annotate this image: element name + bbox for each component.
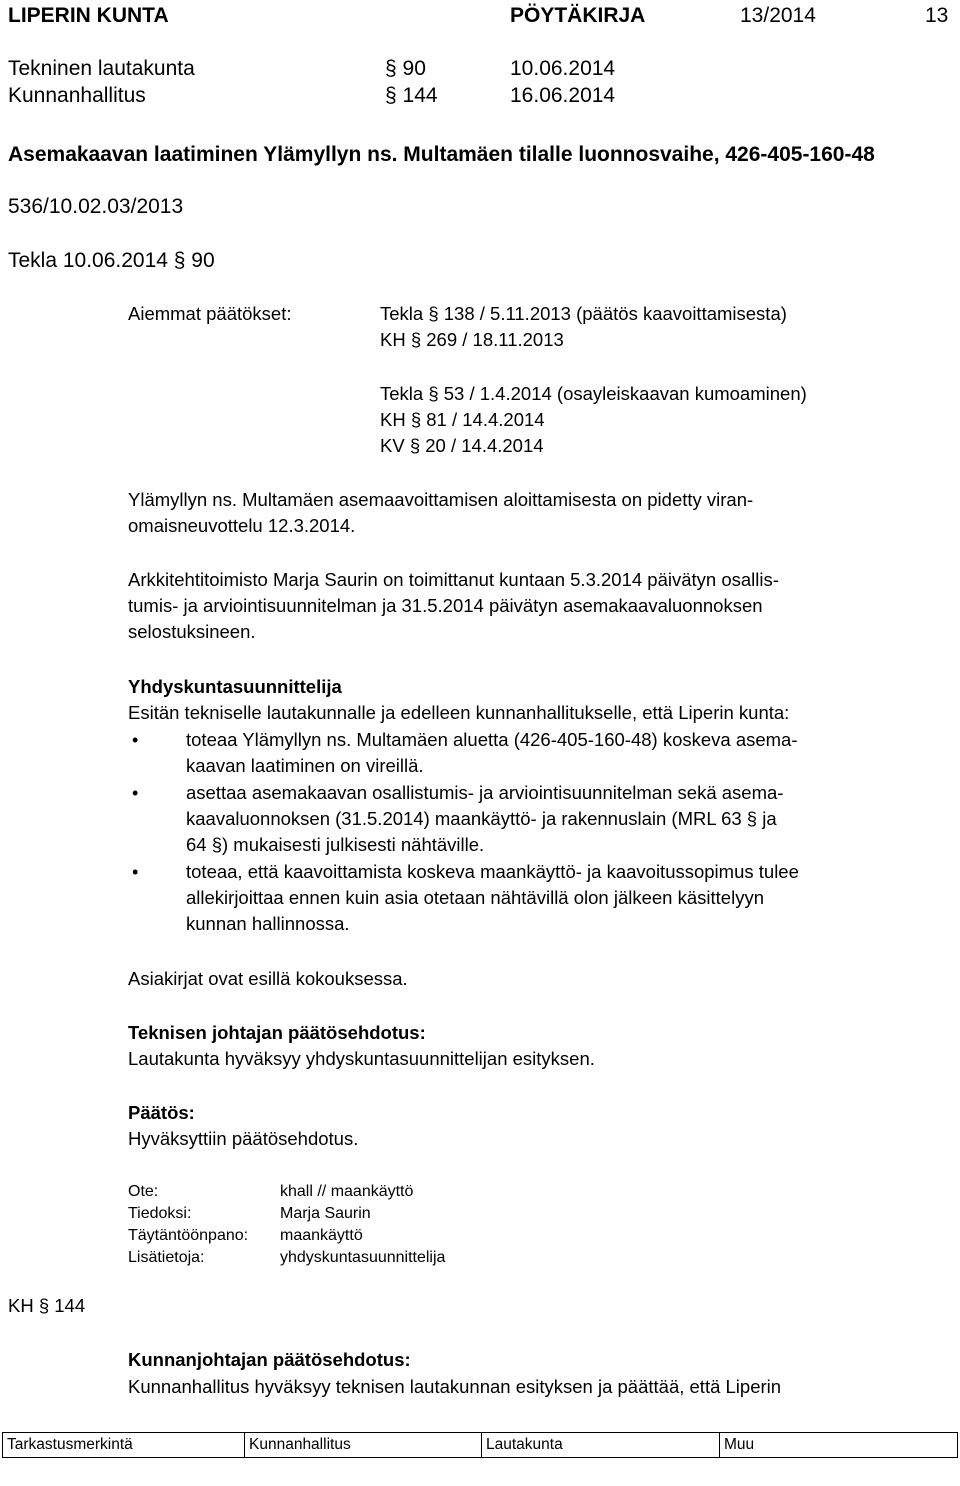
meeting-date: 16.06.2014: [510, 84, 616, 107]
bullet-line: allekirjoittaa ennen kuin asia otetaan nähtävillä olon jälkeen käsittelyyn: [186, 887, 764, 908]
decision-heading: Päätös:: [128, 1102, 195, 1123]
paragraph-line: tumis- ja arviointisuunnitelman ja 31.5.2014 päivätyn asemakaavaluonnoksen: [128, 595, 763, 616]
footer-bar: [2, 1432, 958, 1458]
page-number: 13: [925, 4, 949, 27]
bullet-icon: •: [132, 862, 139, 882]
tekla-reference: Tekla 10.06.2014 § 90: [8, 249, 215, 272]
distribution-value: Marja Saurin: [280, 1205, 371, 1222]
document-title: Asemakaavan laatiminen Ylämyllyn ns. Multamäen tilalle luonnosvaihe, 426-405-160-48: [8, 143, 875, 166]
distribution-label: Täytäntöönpano:: [128, 1227, 249, 1244]
previous-decision-line: Tekla § 53 / 1.4.2014 (osayleiskaavan kumoaminen): [380, 383, 807, 404]
meeting-section: § 144: [385, 84, 438, 107]
bullet-icon: •: [132, 730, 139, 750]
meeting-body: Tekninen lautakunta: [8, 57, 195, 80]
distribution-value: maankäyttö: [280, 1227, 363, 1244]
distribution-label: Ote:: [128, 1183, 159, 1200]
footer-cell: Kunnanhallitus: [245, 1433, 482, 1457]
meeting-date: 10.06.2014: [510, 57, 616, 80]
previous-decision-line: KH § 81 / 14.4.2014: [380, 409, 545, 430]
bullet-line: 64 §) mukaisesti julkisesti nähtäville.: [186, 834, 485, 855]
bullet-line: kaavaluonnoksen (31.5.2014) maankäyttö- ja rakennuslain (MRL 63 § ja: [186, 808, 777, 829]
paragraph-line: omaisneuvottelu 12.3.2014.: [128, 515, 356, 536]
bullet-line: toteaa, että kaavoittamista koskeva maankäyttö- ja kaavoitussopimus tulee: [186, 861, 799, 882]
proposal-heading: Yhdyskuntasuunnittelija: [128, 676, 342, 697]
meeting-body: Kunnanhallitus: [8, 84, 146, 107]
bullet-line: kunnan hallinnossa.: [186, 913, 350, 934]
paragraph-line: Ylämyllyn ns. Multamäen asemaavoittamisen aloittamisesta on pidetty viran-: [128, 489, 754, 510]
bullet-line: asettaa asemakaavan osallistumis- ja arviointisuunnitelman sekä asema-: [186, 782, 784, 803]
distribution-value: yhdyskuntasuunnittelija: [280, 1249, 446, 1266]
document-type: PÖYTÄKIRJA: [510, 4, 646, 27]
tech-director-heading: Teknisen johtajan päätösehdotus:: [128, 1022, 426, 1043]
distribution-label: Tiedoksi:: [128, 1205, 192, 1222]
distribution-label: Lisätietoja:: [128, 1249, 205, 1266]
previous-decisions-label: Aiemmat päätökset:: [128, 303, 292, 324]
decision-text: Hyväksyttiin päätösehdotus.: [128, 1128, 359, 1149]
documents-note: Asiakirjat ovat esillä kokouksessa.: [128, 968, 408, 989]
bullet-line: kaavan laatiminen on vireillä.: [186, 755, 424, 776]
previous-decision-line: KH § 269 / 18.11.2013: [380, 329, 564, 350]
footer-cell: Muu: [724, 1436, 755, 1453]
meeting-section: § 90: [385, 57, 426, 80]
municipality-name: LIPERIN KUNTA: [8, 4, 169, 27]
paragraph-line: Arkkitehtitoimisto Marja Saurin on toimittanut kuntaan 5.3.2014 päivätyn osallis-: [128, 569, 779, 590]
previous-decision-line: KV § 20 / 14.4.2014: [380, 435, 544, 456]
tech-director-text: Lautakunta hyväksyy yhdyskuntasuunnittelijan esityksen.: [128, 1048, 595, 1069]
previous-decision-line: Tekla § 138 / 5.11.2013 (päätös kaavoittamisesta): [380, 303, 787, 324]
footer-cell: Lautakunta: [482, 1433, 720, 1457]
kh-reference: KH § 144: [8, 1295, 86, 1316]
proposal-intro: Esitän tekniselle lautakunnalle ja edelleen kunnanhallitukselle, että Liperin kunta:: [128, 702, 790, 723]
bullet-line: toteaa Ylämyllyn ns. Multamäen aluetta (426-405-160-48) koskeva asema-: [186, 729, 798, 750]
record-number: 536/10.02.03/2013: [8, 195, 184, 218]
paragraph-line: selostuksineen.: [128, 621, 256, 642]
issue-number: 13/2014: [740, 4, 816, 27]
footer-cell: Tarkastusmerkintä: [3, 1433, 245, 1457]
mayor-heading: Kunnanjohtajan päätösehdotus:: [128, 1349, 411, 1370]
distribution-value: khall // maankäyttö: [280, 1183, 414, 1200]
bullet-icon: •: [132, 783, 139, 803]
mayor-text: Kunnanhallitus hyväksyy teknisen lautakunnan esityksen ja päättää, että Liperin: [128, 1376, 782, 1397]
